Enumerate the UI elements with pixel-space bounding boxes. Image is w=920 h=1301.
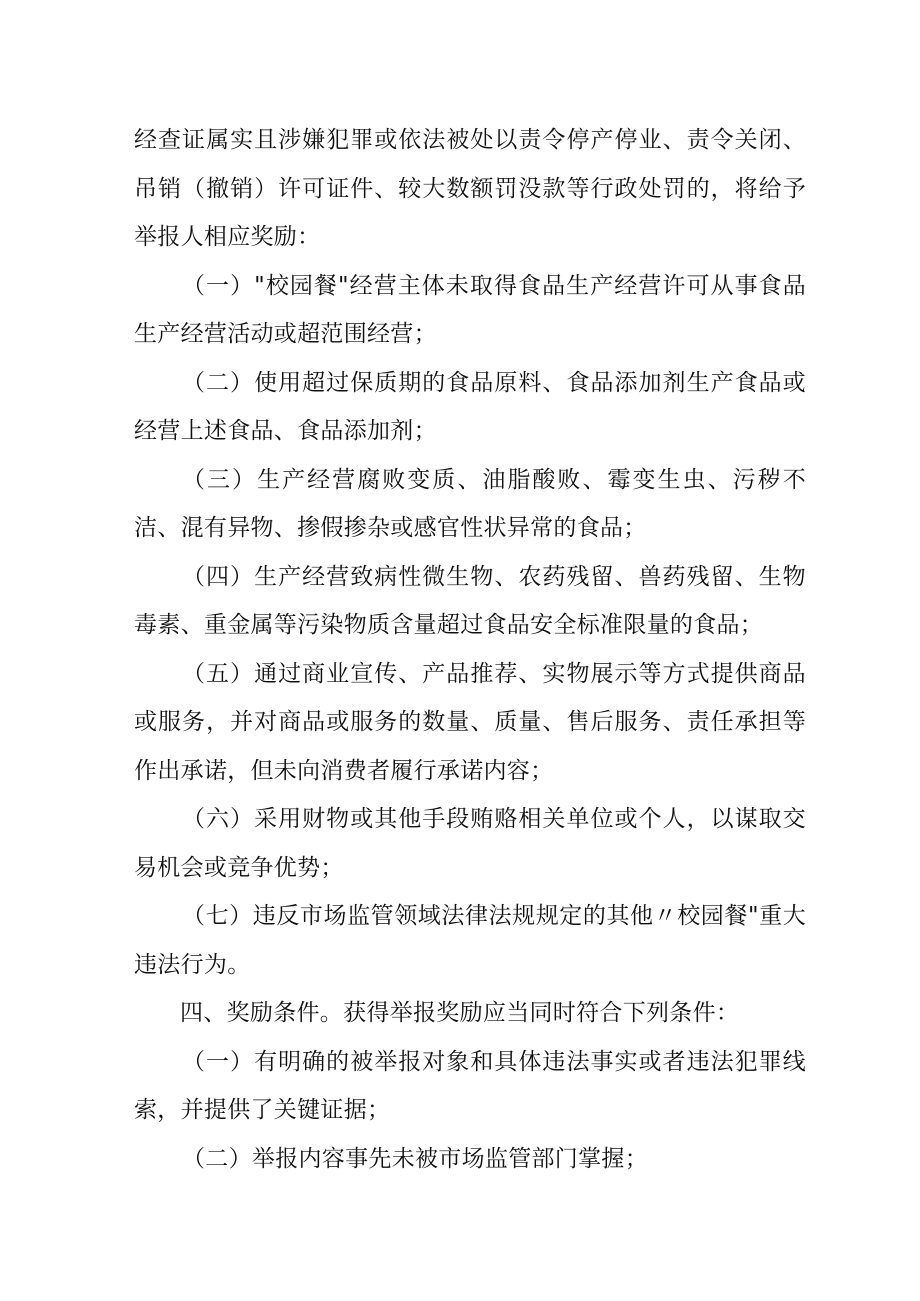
paragraph-condition-1: （一）有明确的被举报对象和具体违法事实或者违法犯罪线索，并提供了关键证据； [134,1048,806,1123]
paragraph-item-1: （一）"校园餐"经营主体未取得食品生产经营许可从事食品生产经营活动或超范围经营； [134,272,806,347]
paragraph-item-7: （七）违反市场监管领域法律法规规定的其他〃校园餐"重大违法行为。 [134,903,806,978]
paragraph-item-6: （六）采用财物或其他手段贿赂相关单位或个人，以谋取交易机会或竞争优势； [134,806,806,881]
paragraph-reward-intro: 经查证属实且涉嫌犯罪或依法被处以责令停产停业、责令关闭、吊销（撤销）许可证件、较大数额罚没款等行政处罚的，将给予举报人相应奖励： [134,127,806,250]
paragraph-item-5: （五）通过商业宣传、产品推荐、实物展示等方式提供商品或服务，并对商品或服务的数量、质量、售后服务、责任承担等作出承诺，但未向消费者履行承诺内容； [134,660,806,784]
paragraph-item-2: （二）使用超过保质期的食品原料、食品添加剂生产食品或经营上述食品、食品添加剂； [134,369,806,444]
paragraph-section-4-heading: 四、奖励条件。获得举报奖励应当同时符合下列条件： [180,1000,740,1026]
document-body [134,116,806,1183]
paragraph-condition-2: （二）举报内容事先未被市场监管部门掌握； [182,1145,648,1172]
paragraph-item-3: （三）生产经营腐败变质、油脂酸败、霉变生虫、污秽不洁、混有异物、掺假掺杂或感官性状异常的食品； [134,466,806,541]
paragraph-item-4: （四）生产经营致病性微生物、农药残留、兽药残留、生物毒素、重金属等污染物质含量超过食品安全标准限量的食品； [134,563,806,638]
